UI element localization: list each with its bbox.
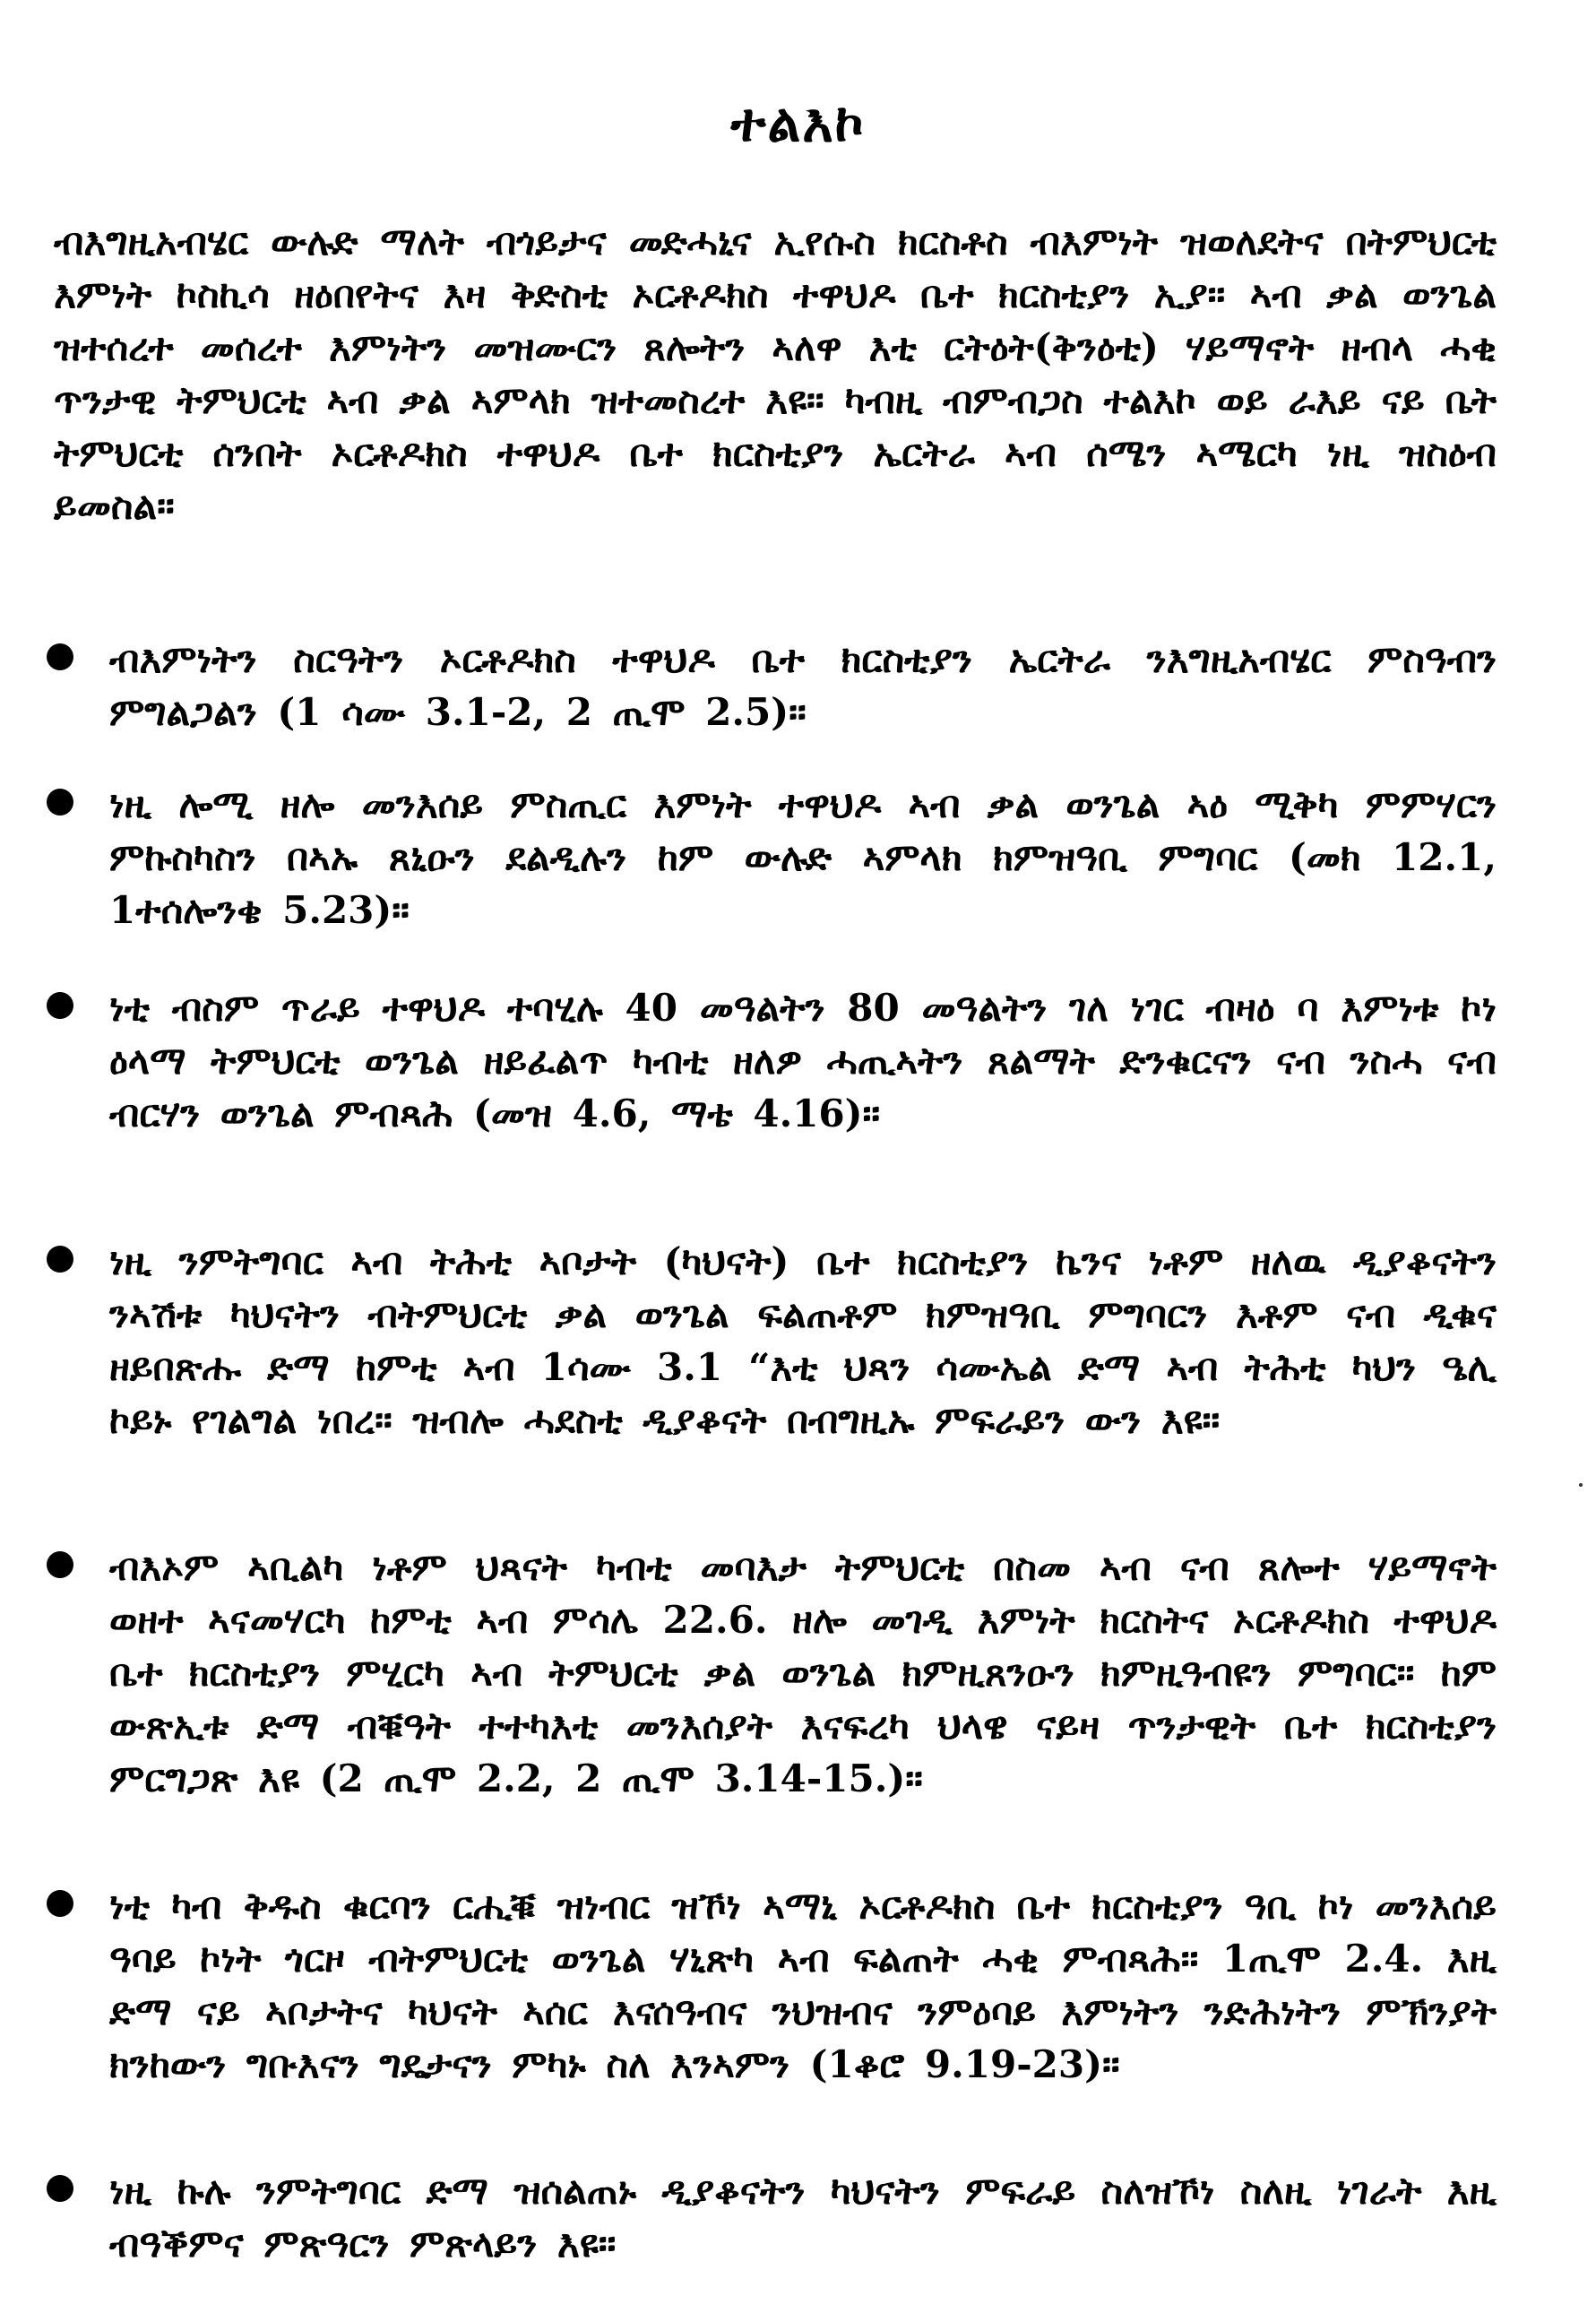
list-item-text: ብእኦም ኣቢልካ ነቶም ህጻናት ካብቲ መባእታ ትምህርቲ በስመ ኣብ ናብ ጸሎተ ሃይማኖት ወዘተ ኣናመሃርካ ከምቲ ኣብ ምሳሌ 22.6. ዘሎ መገዲ እምነት ክርስትና ኦርቶዶክስ ተዋህዶ ቤተ ክርስቲያን ምሂርካ ኣብ ትምህርቲ ቃል ወንጌል ክምዚጸንዑን ክምዚዓብዩን ምግባር። ከም ውጽኢቱ ድማ ብቑዓት ተተካእቲ መንእሰያት እናፍረካ ህላዌ ናይዛ ጥንታዊት ቤተ ክርስቲያን ምርግጋጽ እዩ (2 ጢሞ 2.2, 2 ጢሞ 3.14-15.)። xyxy=(109,1545,1497,1800)
bullet-icon xyxy=(47,2175,73,2202)
page-title: ተልእኮ xyxy=(730,91,866,153)
bullet-icon xyxy=(47,789,73,816)
scan-speck xyxy=(1579,1483,1583,1487)
bullet-icon xyxy=(47,1551,73,1578)
bullet-icon xyxy=(47,1246,73,1273)
list-item-text: ነዚ ኩሉ ንምትግባር ድማ ዝሰልጠኑ ዲያቆናትን ካህናትን ምፍራይ ስለዝኾነ ስለዚ ነገራት እዚ ብዓቕምና ምጽዓርን ምጽላይን እዩ። xyxy=(109,2169,1497,2266)
list-item-text: ብእምነትን ስርዓትን ኦርቶዶክስ ተዋህዶ ቤተ ክርስቲያን ኤርትራ ንእግዚአብሄር ምስዓብን ምግልጋልን (1 ሳሙ 3.1-2, 2 ጢሞ 2.5)። xyxy=(109,637,1497,734)
list-item-text: ነቲ ካብ ቅዱስ ቁርባን ርሒቑ ዝነብር ዝኾነ ኣማኒ ኦርቶዶክስ ቤተ ክርስቲያን ዓቢ ኮነ መንእሰይ ዓባይ ኮነት ጎርዞ ብትምህርቲ ወንጌል ሃኒጽካ ኣብ ፍልጠት ሓቂ ምብጻሕ። 1ጢሞ 2.4. እዚ ድማ ናይ ኣቦታትና ካህናት ኣሰር እናሰዓብና ንህዝብና ንምዕባይ እምነትን ንድሕነትን ምኽንያት ክንከውን ግቡእናን ግዴታናን ምካኑ ስለ እንኣምን (1ቆሮ 9.19-23)። xyxy=(109,1884,1497,2086)
list-item-text: ነቲ ብስም ጥራይ ተዋህዶ ተባሂሉ 40 መዓልትን 80 መዓልትን ገለ ነገር ብዛዕ ባ እምነቱ ኮነ ዕላማ ትምህርቲ ወንጌል ዘይፈልጥ ካብቲ ዘለዎ ሓጢኣትን ጸልማት ድንቁርናን ናብ ንስሓ ናብ ብርሃን ወንጌል ምብጻሕ (መዝ 4.6, ማቴ 4.16)። xyxy=(109,986,1497,1135)
intro-paragraph: ብእግዚአብሄር ውሉድ ማለት ብጎይታና መድሓኒና ኢየሱስ ክርስቶስ ብእምነት ዝወለደትና በትምህርቲ እምነት ኮስኪሳ ዘዕበየትና እዛ ቅድስቲ ኦርቶዶክስ ተዋህዶ ቤተ ክርስቲያን ኢያ። ኣብ ቃል ወንጌል ዝተሰረተ መሰረተ እምነትን መዝሙርን ጸሎትን ኣለዋ እቲ ርትዕት(ቅንዕቲ) ሃይማኖት ዘብላ ሓቂ ጥንታዊ ትምህርቲ ኣብ ቃል ኣምላክ ዝተመስረተ እዩ። ካብዚ ብምብጋስ ተልእኮ ወይ ራእይ ናይ ቤት ትምህርቲ ሰንበት ኦርቶዶክስ ተዋህዶ ቤተ ክርስቲያን ኤርትራ ኣብ ሰሜን ኣሜርካ ነዚ ዝስዕብ ይመስል። xyxy=(54,220,1497,528)
list-item-text: ነዚ ንምትግባር ኣብ ትሕቲ ኣቦታት (ካህናት) ቤተ ክርስቲያን ኬንና ነቶም ዘለዉ ዲያቆናትን ንኣሽቱ ካህናትን ብትምህርቲ ቃል ወንጌል ፍልጠቶም ክምዝዓቢ ምግባርን እቶም ናብ ዲቁና ዘይበጽሑ ድማ ከምቲ ኣብ 1ሳሙ 3.1 “እቲ ህጻን ሳሙኤል ድማ ኣብ ትሕቲ ካህን ዔሊ ኮይኑ የገልግል ነበረ። ዝብሎ ሓደስቲ ዲያቆናት በብግዚኡ ምፍራይን ውን እዩ። xyxy=(109,1239,1497,1442)
list-item-text: ነዚ ሎሚ ዘሎ መንእሰይ ምስጢር እምነት ተዋህዶ ኣብ ቃል ወንጌል ኣዕ ሚቅካ ምምሃርን ምኩስካስን በኣኡ ጸኒዑን ደልዲሉን ከም ውሉድ ኣምላክ ክምዝዓቢ ምግባር (መክ 12.1, 1ተሰሎንቄ 5.23)። xyxy=(109,782,1497,932)
bullet-icon xyxy=(47,1890,73,1917)
bullet-icon xyxy=(47,992,73,1019)
bullet-icon xyxy=(47,643,73,670)
